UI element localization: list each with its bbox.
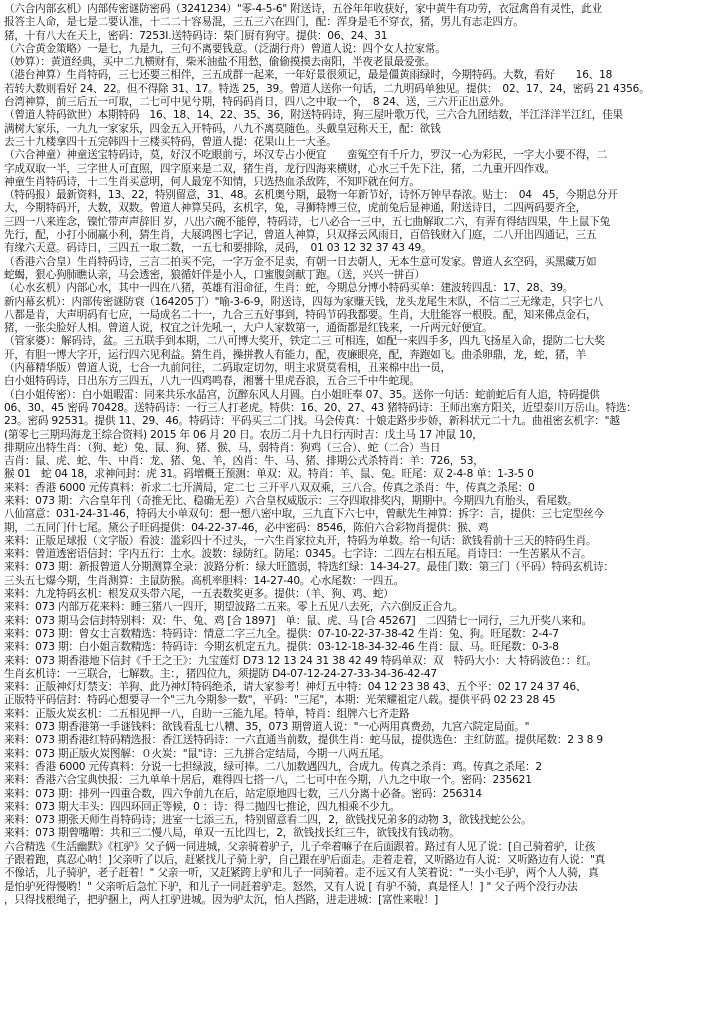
text-line: 来料：073 期香港红特码精选报：香江送特码诗：一六直通当前数，提供生肖：蛇马鼠，提供选色：主红防蓝。提供尾数：2 3 8 9 bbox=[4, 734, 603, 747]
text-line: 23。密码 92531。提供 11、29、46。特码诗：平码买三二门找。马会传真：十娘走路步步娇，新科状元二十九。曲祖密玄机字："越 bbox=[4, 415, 620, 428]
text-line: ，只得找根绳子，把驴捆上，两人扛驴进城。因为驴太沉，怕人挡路，进走进城：[富性来啦！] bbox=[4, 893, 439, 906]
text-line: （六合神童）神童送宝特码诗，莫，好汉不吃眼前亏，坏汉专占小便宜 蛮冤空有千斤力，罗汉一心为彩民，一字大小要不得，二 bbox=[4, 149, 607, 162]
text-line: 八仙富意：031-24-31-46，特码大小单双句：想一想八密中取，三九直下六七中，曾献先生神算：拆字：言，提供：三七定型丝今 bbox=[4, 508, 604, 521]
text-line: （香港六合皇）生肖特码诗，三言二拍买不完，一字万金不足卖，有朝一日去朝人，无本生意可发家。曾道人玄空码，买黑藏万如 bbox=[4, 255, 597, 268]
text-line: 字成双取一半，三字世人可直照，四字原来是二双，猪生肖，龙行四海来横财，心水三千先下注，猪，二九重开四作戏。 bbox=[4, 162, 555, 175]
text-line: 来料：073 期：曾女士言数精选：特码诗：情意二字三九全。提供：07-10-22-37-38-42 生肖：兔、狗。旺尾数：2-4-7 bbox=[4, 627, 559, 640]
text-line: 大，今期特码开，大数，双数。曾道人神算吴码，玄机字，兔，寻狮特博三位，虎前兔后显神通，附送诗日，二四两码要齐全， bbox=[4, 202, 587, 215]
text-line: 06、30、45 密码 70428。送特码诗：一行三人打老虎。特供：16、20、27、43 猪特码诗：王师出塞方阳关，近望泰川万岳山。特选： bbox=[4, 401, 637, 414]
text-line: 开，有胆一博大字开，运行四六见利益。猜生肖，操拼教人有能力，配，夜廉眼亮，配，奔跑如飞。曲杀卵鼎，龙，蛇，猪，羊 bbox=[4, 348, 587, 361]
text-line: 猴 01 蛇 04 18，求神问封：虎 31。码增概王预测：单双：双。特肖：羊、鼠、兔。旺尾：双 2-4-8 单：1-3-5 0 bbox=[4, 468, 534, 481]
text-line: 生肖玄机诗：一三联合，七解数。主：，猪四位九，须提防 D4-07-12-24-27-33-34-36-42-47 bbox=[4, 667, 437, 680]
text-line: 来料：正版神灯灯禁支：羊狗、此乃神灯特码绝杀，请大家参考！神灯五中特：04 12 23 38 43、五个平：02 17 24 37 46、 bbox=[4, 681, 587, 694]
text-line: 台湾神算，前三后五一可取，二七可中见兮期，特码码肖日，四八之中取一个， 8 24、送，三六开正出意外。 bbox=[4, 96, 510, 109]
text-line: （曾道人特码欲世）本期特码 16、18、14、22、35、36，附送特码诗，狗三屋叶歌万代，三六合九团结数，半江洋洋半江红，佳果 bbox=[4, 109, 623, 122]
text-line: 有缘六天意。码诗日，三四五一取二数，一五七和要排除，灵码， 01 03 12 32 37 43 49。 bbox=[4, 242, 432, 255]
text-line: 来料：九龙特码玄机：根发双头带六尾，一五表数奖更多。提供：（羊、狗、鸡、蛇） bbox=[4, 588, 394, 601]
text-line: 三四一八来连念，镍忙带声声辞旧 岁，八出六碗不能停，特码诗，七八必合一三中，五七曲解取二六，有弄有得结四果，牛上鼠下兔 bbox=[4, 215, 610, 228]
text-line: 来料：073 期张天师生肖特码诗；进室一七添三五，特别留意看二四，2，欲钱找兄弟多的动物 3，欲钱找蛇公公。 bbox=[4, 814, 532, 827]
text-line: 是怕驴死得慢哟！" 父亲听后急忙下驴，和儿子一同赶着驴走。怒然，又有人说 [ 有驴不骑，真是怪人！] " 父子两个没行办法 bbox=[4, 880, 578, 893]
text-line: 吉肖：鼠、虎、蛇、牛、中肖：龙、猪、兔、羊，凶肖：牛、马、猪、排期公式杀特肖：羊：726，53， bbox=[4, 455, 484, 468]
text-line: 神童生肖特码诗，十二生肖买意明，何人最宠不知情，只选热血杀敌阵，不知吓就在何方。 bbox=[4, 175, 420, 188]
text-line: 正版特平码信封：特码心想要寻一个"三九今期参一数"，平码："三尾"，本期：光荣耀祖定八载。提供平码 02 23 28 45 bbox=[4, 694, 556, 707]
text-line: （管家婆）：解码诗，盆。三五联手到本期，二八可博大奖开，铁定二三 可相连，如配一来四手多，四九飞扬星入命，提防二七大奖 bbox=[4, 335, 605, 348]
text-line: 来料：073 期大丰头：四四环回正等候，0 ：诗：得二抛四七推论，四九相乘不少九。 bbox=[4, 800, 401, 813]
text-line: 来料：香港六合宝典快报：三九单单十居后，难得四七搭一八，二七可中在今期，八九之中取一个。密码：235621 bbox=[4, 774, 532, 787]
text-line: 来料：正版火炭玄机：二五相见押一八，自助一三能九尾。特单，特肖：组牌六七齐走路 bbox=[4, 707, 410, 720]
text-line: 来料：073 期马会信封特别料：双：牛、兔、鸡 [合 1897] 单：鼠、虎、马 [合 45267] 二四猜七一同行，三九开奖八来和。 bbox=[4, 614, 593, 627]
text-line: （六合内部玄机）内部传密谜防密码（3241234）"零-4-5-6" 附送诗，五谷年年收获好，家中黄牛有功劳，衣冠禽兽有灵性，此业 bbox=[4, 3, 603, 15]
text-line: 来料：073 期：新报曾道人分期测算全录：波路分析：绿大旺篮弱，特选红绿：14-34-27。最佳门数：第三门（平码）特码玄机诗： bbox=[4, 561, 614, 574]
text-line: 去三十九楼拿四十五完韩四十三楼买特码，曾道人提：花果山上一大圣。 bbox=[4, 135, 337, 148]
text-line: （内幕精华版）曾道人说，七合一九前问往，二码取定切勿，明主求贤莫看相，丑来棉中出一员， bbox=[4, 362, 451, 375]
text-line: 猪，十有八大在天上，密码：7253I.送特码诗：柴门厨有狗守。提供：06、24、31 bbox=[4, 29, 388, 42]
text-line: 子跟着跑，真忍心呐！]父亲听了以后，赶紧找儿子骑上驴，自己跟在驴后面走。走着走着，又听路边有人说：又听路边有人说："真 bbox=[4, 854, 606, 866]
text-line: 六合精选《生活幽默》《杠驴》父子俩一同进城，父亲骑着驴子，儿子牵着嘛子在后面跟着。路过有人见了说：[自己骑着驴，让孩 bbox=[4, 840, 596, 853]
text-line: 期，二五同门什七尾。黛公子旺码提供：04-22-37-46，必中密码：8546，陈伯六合彩物肖提供：猴、鸡 bbox=[4, 521, 489, 534]
text-line: （白小姐传密）：白小姐暇雷：同来共乐水晶宫，沉醉东风人月圆。白小姐旺奉 07、35。送你一句话：蛇前蛇后有人追，特码提供 bbox=[4, 388, 600, 401]
text-line: （港台神算）生肖特码，三七还要三相伴，三五成群一起来，一年好景很须记，最是僵黄雨绿时，今期特码。大数，看好 16、18 bbox=[4, 69, 613, 82]
text-line: 来料：香港 6000 元传真料：分说一七担绿波，绿可捧。二八加数遇四九，合成九。传真之杀肖：鸡。传真之杀尾：2 bbox=[4, 760, 542, 773]
text-line: 来料：曾道透密语信封：字内五行：土水。波数：绿防红。防尾：0345。七字诗：二四左右相五尾。肖诗曰：一生苦累从不言。 bbox=[4, 548, 592, 561]
text-line: （六合黄金策略）一是七，九是九，三句不离要钱意。（泛湖行舟）曾道人说：四个女人拉家常。 bbox=[4, 42, 446, 55]
text-line: 蛇蝎，狠心狗肺瞧认亲，马会透密，狼循奸伴是小人，口蜜腹剑献丁跑。（送，兴兴一拼百） bbox=[4, 268, 425, 281]
text-line: 来料：073 期香港第一手谜钱料：欲钱看乱七八糟、35，073 期曾道人说："一心两用真费劲，九宫六院定局面。" bbox=[4, 721, 530, 734]
text-line: 满树大家乐，一九九一家家乐，四金五入开特码，八九不离莫随色。头戴皇冠称天王，配：欲钱 bbox=[4, 122, 441, 135]
text-line: （妙算）：黄道经典，买中二九横财有，柴米油盐不用愁，偷偷摸摸去南阳，半夜老鼠最爱张。 bbox=[4, 56, 436, 69]
text-line: 排期应出特生肖：（狗、蛇）兔、鼠、狗、猪、猴、马，弱特肖：狗鸡（三合）、蛇（二合）当日 bbox=[4, 441, 441, 454]
text-line: 来料：正版足球报（文字版）看波：滥彩四十不过头，一六生肖家拉丸开，特码为单数。给一句话：欲钱看前十三天的特码生肖。 bbox=[4, 534, 597, 547]
text-line: (第零七三期玛海龙王综合资料) 2015 年 06 月 20 日。农历二月十九日行丙时吉：戊土马 17 冲鼠 10， bbox=[4, 428, 483, 441]
text-line: 不像话，儿子骑驴，老子赶着！" 父亲一听，又赶紧跨上驴和儿子一同骑着。走不远又有人笑着说："一头小毛驴，两个人人骑，真 bbox=[4, 867, 599, 880]
text-line: 报答主人命，是七是二要认准，十二二十容易混，三五三六在四门，配：浑身是毛不穿衣，猪，男儿有志走四方。 bbox=[4, 16, 524, 29]
text-line: 若转大数则看好 24、22。但不得除 31、17。特选 25，39。曾道人送你一句话，二九明码单独见。提供： 02、17、24，密码 21 4356。 bbox=[4, 82, 650, 95]
text-line: 三头五七爆今期，生肖测算：主鼠防猴。高机率胆料：14-27-40。心水尾数：一四五。 bbox=[4, 574, 404, 587]
text-line: 来料：073 期曾嘴噌：共和三二慢八局，单双一五比四七，2，欲钱找长红三牛，欲钱找有钱动物。 bbox=[4, 827, 460, 840]
text-line: 来料：073 期：六合皇年刊（奇推无比、稳确无差）六合皇权威版示：三夺四取排奖内，期期中。今期四九有胎头，看尾数。 bbox=[4, 494, 578, 507]
text-line: 猪，一张尖脸好人相。曾道人说，权宜之计先吼一，大户人家数第一，通衙都是红钱来，一斤两元好便宜。 bbox=[4, 322, 493, 335]
text-line: 来料：073 期：白小姐言数精选：特码诗：今期玄机定五九。提供：03-12-18-34-32-46 生肖：鼠、马。旺尾数：0-3-8 bbox=[4, 641, 559, 654]
text-line: 来料：香港 6000 元传真料：祈求二七开满局，定二七 三开平八双双乘，三八合。传真之杀肖：牛，传真之杀尾：0 bbox=[4, 481, 535, 494]
text-line: 来料：073 内部万花来料：睡三猪八一四开，期望波路二五来。零上五见八去死，六六倒反正合九。 bbox=[4, 601, 464, 614]
text-line: （心水玄机）内部心水，其中一四在八猪，英雄有泪命征，生肖：蛇，今期总分博小特码买单：建波转四乱：17、28、39。 bbox=[4, 282, 574, 295]
text-line: 先行，配，小打小闹赢小利，猜生肖，大展鸿图七字记，曾道人神算，只双择云风雨日，百倍钱财入门庭，二八开出四通记，三五 bbox=[4, 229, 597, 242]
text-line: 来料：073 期香港地下信封《千王之王》：九宝莲灯 D73 12 13 24 31 38 42 49 特码单双：双 特码大小：大 特码波色：：红。 bbox=[4, 654, 597, 667]
text-line: （特码报）最新资料，13、22，特别留意，31、48。玄机奥兮期，最物一年新节好，诗怀万钟早春浓。贴士： 04 45，今期总分开 bbox=[4, 189, 618, 202]
text-line: 来料：073 期：排列一四重合数，四六争前九在后，站定原地四七数，三八分离十必备。密码：256314 bbox=[4, 787, 482, 800]
text-line: 八都是肯，大声明码有七应，一局成名二十一，九合三五好事到，特码节码我都要。生肖，大肚能容一根股。配，知来佛点金石， bbox=[4, 308, 597, 321]
text-line: 白小姐特码诗，日出东方三四五，八九一四鸡鸣春，湘薯十里虎吞浪，五合三千中牛蛇现。 bbox=[4, 375, 420, 388]
text-line: 来料：073 期正版火炭图解：０火炭："鼠"诗：三九拼合定结局，今期一八两五尾。 bbox=[4, 747, 390, 760]
text-line: 新内幕玄机）：内部传密谜防衰（164205丁）"喻-3-6-9，附送诗，四每为家赚天钱，龙头龙尾生末队，不信二三无缘走，只字七八 bbox=[4, 295, 604, 308]
